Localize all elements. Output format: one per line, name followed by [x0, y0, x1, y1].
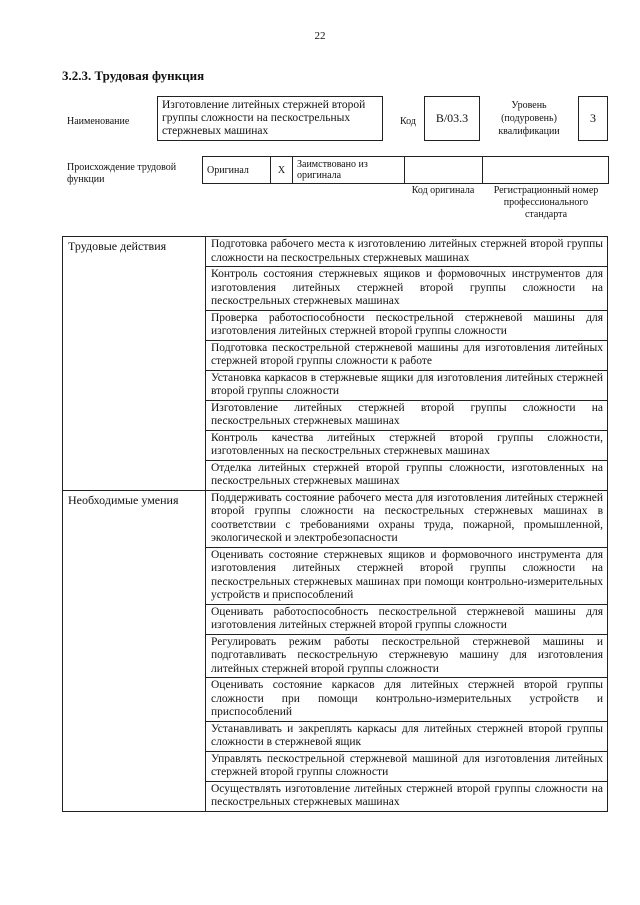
labor-action-item: Изготовление литейных стержней второй группы сложности на пескострельных стержневых машинах	[206, 400, 608, 430]
required-skill-item: Регулировать режим работы пескострельной стержневой машины и подготавливать пескострельную стержневую машину для изготовления литейных стержней второй группы сложности	[206, 634, 608, 678]
labor-action-category-cont	[63, 460, 206, 490]
labor-action-item: Установка каркасов в стержневые ящики для изготовления литейных стержней второй группы сложности	[206, 370, 608, 400]
functions-table	[62, 236, 608, 812]
qualification-level-value: 3	[578, 96, 608, 141]
required-skill-category-cont	[63, 634, 206, 678]
table-row	[63, 340, 608, 370]
table-row	[63, 751, 608, 781]
table-row	[63, 370, 608, 400]
labor-action-category-cont	[63, 310, 206, 340]
labor-action-category-cont	[63, 370, 206, 400]
reg-number-caption: Регистрационный номер профессионального стандарта	[493, 185, 599, 220]
labor-action-category-cont	[63, 267, 206, 311]
required-skill-item: Управлять пескострельной стержневой машиной для изготовления литейных стержней второй группы сложности	[206, 751, 608, 781]
required-skill-category: Необходимые умения	[63, 490, 206, 547]
code-value: B/03.3	[424, 96, 480, 141]
origin-code-cell	[405, 157, 483, 184]
labor-action-item: Проверка работоспособности пескострельной стержневой машины для изготовления литейных стержней второй группы сложности	[206, 310, 608, 340]
required-skill-item: Оценивать состояние каркасов для литейных стержней второй группы сложности при помощи контрольно-измерительных устройств и приспособлений	[206, 678, 608, 722]
labor-action-category: Трудовые действия	[63, 237, 206, 267]
table-row	[63, 310, 608, 340]
required-skill-category-cont	[63, 751, 206, 781]
name-value: Изготовление литейных стержней второй группы сложности на пескострельных стержневых машинах	[157, 96, 383, 141]
code-label: Код	[400, 116, 416, 127]
required-skill-category-cont	[63, 781, 206, 811]
origin-table	[202, 156, 609, 184]
labor-action-category-cont	[63, 430, 206, 460]
required-skill-category-cont	[63, 721, 206, 751]
table-row	[63, 460, 608, 490]
table-row	[63, 781, 608, 811]
labor-action-item: Контроль качества литейных стержней второй группы сложности, изготовленных на пескострельных стержневых машинах	[206, 430, 608, 460]
labor-action-item: Отделка литейных стержней второй группы сложности, изготовленных на пескострельных стержневых машинах	[206, 460, 608, 490]
labor-action-category-cont	[63, 400, 206, 430]
labor-action-item: Подготовка рабочего места к изготовлению литейных стержней второй группы сложности на пескострельных стержневых машинах	[206, 237, 608, 267]
table-row	[63, 430, 608, 460]
required-skill-category-cont	[63, 547, 206, 604]
page-number: 22	[314, 30, 326, 42]
table-row	[63, 634, 608, 678]
table-row	[63, 237, 608, 267]
table-row	[63, 547, 608, 604]
table-row	[63, 267, 608, 311]
origin-original: Оригинал	[203, 157, 271, 184]
required-skill-item: Поддерживать состояние рабочего места для изготовления литейных стержней второй группы сложности на пескострельных стержневых машинах в соответствии с требованиями охраны труда, пожарной, промышленной, экологической и электробезопасности	[206, 490, 608, 547]
qualification-level-label: Уровень (подуровень) квалификации	[498, 100, 560, 137]
origin-label: Происхождение трудовой функции	[67, 162, 177, 185]
table-row	[63, 721, 608, 751]
required-skill-item: Осуществлять изготовление литейных стержней второй группы сложности на пескострельных стержневых машинах	[206, 781, 608, 811]
section-title: 3.2.3. Трудовая функция	[62, 68, 205, 83]
table-row	[63, 400, 608, 430]
table-row	[63, 490, 608, 547]
required-skill-item: Оценивать работоспособность пескострельной стержневой машины для изготовления литейных стержней второй группы сложности	[206, 604, 608, 634]
origin-reg-cell	[483, 157, 609, 184]
required-skill-category-cont	[63, 678, 206, 722]
labor-action-item: Контроль состояния стержневых ящиков и формовочных инструментов для изготовления литейных стержней второй группы сложности на пескострельных стержневых машинах	[206, 267, 608, 311]
origin-borrowed: Заимствовано из оригинала	[293, 157, 405, 184]
name-label: Наименование	[67, 116, 130, 127]
labor-action-category-cont	[63, 340, 206, 370]
required-skill-item: Оценивать состояние стержневых ящиков и формовочного инструмента для изготовления литейных стержней второй группы сложности на пескострельных стержневых машинах при помощи контрольно-измерительных устройств и приспособлений	[206, 547, 608, 604]
code-original-caption: Код оригинала	[411, 185, 475, 196]
required-skill-category-cont	[63, 604, 206, 634]
table-row	[63, 604, 608, 634]
required-skill-item: Устанавливать и закреплять каркасы для литейных стержней второй группы сложности в стержневой ящик	[206, 721, 608, 751]
table-row	[63, 678, 608, 722]
labor-action-item: Подготовка пескострельной стержневой машины для изготовления литейных стержней второй группы сложности к работе	[206, 340, 608, 370]
origin-mark: X	[271, 157, 293, 184]
